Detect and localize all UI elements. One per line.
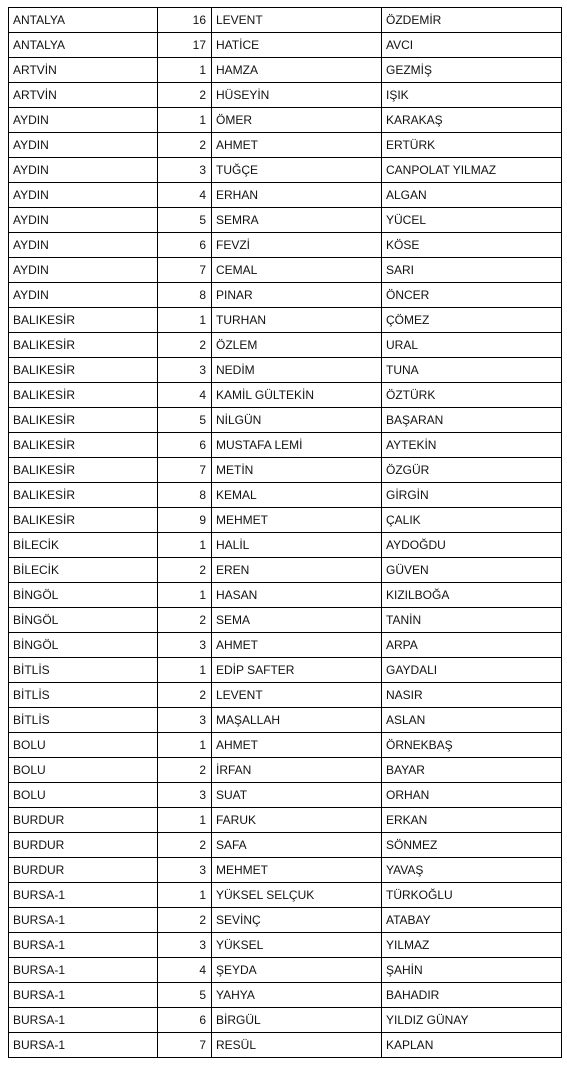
city-cell: BURSA-1	[9, 933, 158, 958]
list-number-cell: 5	[158, 408, 212, 433]
city-cell: BALIKESİR	[9, 408, 158, 433]
table-row	[9, 1008, 562, 1033]
table-row	[9, 783, 562, 808]
surname-cell: IŞIK	[382, 83, 562, 108]
surname-cell: CANPOLAT YILMAZ	[382, 158, 562, 183]
list-number-cell: 2	[158, 608, 212, 633]
city-cell: BİNGÖL	[9, 583, 158, 608]
city-cell: BURSA-1	[9, 1008, 158, 1033]
surname-cell: NASIR	[382, 683, 562, 708]
table-row	[9, 133, 562, 158]
list-number-cell: 7	[158, 258, 212, 283]
first-name-cell: MAŞALLAH	[212, 708, 382, 733]
first-name-cell: SEVİNÇ	[212, 908, 382, 933]
list-number-cell: 2	[158, 83, 212, 108]
list-number-cell: 17	[158, 33, 212, 58]
list-number-cell: 1	[158, 308, 212, 333]
list-number-cell: 9	[158, 508, 212, 533]
city-cell: BALIKESİR	[9, 508, 158, 533]
list-number-cell: 1	[158, 58, 212, 83]
city-cell: BALIKESİR	[9, 483, 158, 508]
city-cell: BİLECİK	[9, 533, 158, 558]
list-number-cell: 7	[158, 1033, 212, 1058]
surname-cell: YILDIZ GÜNAY	[382, 1008, 562, 1033]
first-name-cell: NEDİM	[212, 358, 382, 383]
city-cell: BALIKESİR	[9, 458, 158, 483]
first-name-cell: LEVENT	[212, 8, 382, 33]
city-cell: BURDUR	[9, 808, 158, 833]
first-name-cell: İRFAN	[212, 758, 382, 783]
city-cell: BURSA-1	[9, 958, 158, 983]
first-name-cell: AHMET	[212, 633, 382, 658]
table-row	[9, 408, 562, 433]
first-name-cell: SAFA	[212, 833, 382, 858]
table-row	[9, 108, 562, 133]
table-row	[9, 483, 562, 508]
list-number-cell: 2	[158, 333, 212, 358]
table-row	[9, 858, 562, 883]
list-number-cell: 6	[158, 1008, 212, 1033]
list-number-cell: 2	[158, 558, 212, 583]
city-cell: AYDIN	[9, 183, 158, 208]
list-number-cell: 6	[158, 433, 212, 458]
first-name-cell: AHMET	[212, 133, 382, 158]
list-number-cell: 2	[158, 833, 212, 858]
first-name-cell: METİN	[212, 458, 382, 483]
list-number-cell: 3	[158, 933, 212, 958]
city-cell: BURSA-1	[9, 883, 158, 908]
city-cell: AYDIN	[9, 283, 158, 308]
list-number-cell: 2	[158, 758, 212, 783]
table-row	[9, 208, 562, 233]
city-cell: AYDIN	[9, 233, 158, 258]
first-name-cell: FARUK	[212, 808, 382, 833]
surname-cell: TÜRKOĞLU	[382, 883, 562, 908]
table-row	[9, 283, 562, 308]
first-name-cell: HAMZA	[212, 58, 382, 83]
first-name-cell: SEMRA	[212, 208, 382, 233]
list-number-cell: 3	[158, 358, 212, 383]
city-cell: BURSA-1	[9, 908, 158, 933]
city-cell: AYDIN	[9, 158, 158, 183]
city-cell: BOLU	[9, 733, 158, 758]
list-number-cell: 8	[158, 483, 212, 508]
surname-cell: SARI	[382, 258, 562, 283]
list-number-cell: 6	[158, 233, 212, 258]
list-number-cell: 3	[158, 858, 212, 883]
surname-cell: ERKAN	[382, 808, 562, 833]
city-cell: ANTALYA	[9, 33, 158, 58]
first-name-cell: YÜKSEL	[212, 933, 382, 958]
city-cell: BALIKESİR	[9, 358, 158, 383]
surname-cell: TUNA	[382, 358, 562, 383]
list-number-cell: 3	[158, 158, 212, 183]
list-number-cell: 2	[158, 133, 212, 158]
surname-cell: URAL	[382, 333, 562, 358]
table-row	[9, 983, 562, 1008]
candidate-table	[8, 7, 562, 1058]
table-row	[9, 558, 562, 583]
table-row	[9, 33, 562, 58]
city-cell: AYDIN	[9, 258, 158, 283]
city-cell: BALIKESİR	[9, 383, 158, 408]
first-name-cell: HASAN	[212, 583, 382, 608]
first-name-cell: FEVZİ	[212, 233, 382, 258]
first-name-cell: MEHMET	[212, 508, 382, 533]
first-name-cell: PINAR	[212, 283, 382, 308]
list-number-cell: 8	[158, 283, 212, 308]
surname-cell: BAŞARAN	[382, 408, 562, 433]
first-name-cell: ERHAN	[212, 183, 382, 208]
surname-cell: ATABAY	[382, 908, 562, 933]
table-row	[9, 533, 562, 558]
list-number-cell: 3	[158, 633, 212, 658]
city-cell: BOLU	[9, 758, 158, 783]
list-number-cell: 2	[158, 683, 212, 708]
first-name-cell: ÖMER	[212, 108, 382, 133]
surname-cell: ŞAHİN	[382, 958, 562, 983]
surname-cell: KARAKAŞ	[382, 108, 562, 133]
city-cell: BİTLİS	[9, 683, 158, 708]
first-name-cell: RESÜL	[212, 1033, 382, 1058]
table-row	[9, 58, 562, 83]
table-row	[9, 733, 562, 758]
first-name-cell: SUAT	[212, 783, 382, 808]
city-cell: BİTLİS	[9, 708, 158, 733]
table-row	[9, 933, 562, 958]
city-cell: ARTVİN	[9, 58, 158, 83]
first-name-cell: ŞEYDA	[212, 958, 382, 983]
city-cell: BİNGÖL	[9, 633, 158, 658]
surname-cell: BAHADIR	[382, 983, 562, 1008]
first-name-cell: YAHYA	[212, 983, 382, 1008]
table-row	[9, 608, 562, 633]
surname-cell: GAYDALI	[382, 658, 562, 683]
city-cell: BURDUR	[9, 858, 158, 883]
list-number-cell: 7	[158, 458, 212, 483]
city-cell: BALIKESİR	[9, 308, 158, 333]
surname-cell: ÇÖMEZ	[382, 308, 562, 333]
city-cell: BALIKESİR	[9, 433, 158, 458]
table-row	[9, 583, 562, 608]
table-row	[9, 333, 562, 358]
city-cell: BOLU	[9, 783, 158, 808]
list-number-cell: 4	[158, 383, 212, 408]
surname-cell: ÖRNEKBAŞ	[382, 733, 562, 758]
table-row	[9, 758, 562, 783]
table-row	[9, 1033, 562, 1058]
surname-cell: YÜCEL	[382, 208, 562, 233]
first-name-cell: ÖZLEM	[212, 333, 382, 358]
first-name-cell: HATİCE	[212, 33, 382, 58]
surname-cell: ARPA	[382, 633, 562, 658]
table-row	[9, 883, 562, 908]
table-row	[9, 233, 562, 258]
first-name-cell: HALİL	[212, 533, 382, 558]
surname-cell: GÜVEN	[382, 558, 562, 583]
table-row	[9, 83, 562, 108]
first-name-cell: EDİP SAFTER	[212, 658, 382, 683]
table-row	[9, 508, 562, 533]
surname-cell: TANİN	[382, 608, 562, 633]
table-row	[9, 308, 562, 333]
first-name-cell: HÜSEYİN	[212, 83, 382, 108]
first-name-cell: MEHMET	[212, 858, 382, 883]
city-cell: ARTVİN	[9, 83, 158, 108]
table-row	[9, 833, 562, 858]
list-number-cell: 1	[158, 583, 212, 608]
list-number-cell: 1	[158, 658, 212, 683]
surname-cell: YAVAŞ	[382, 858, 562, 883]
table-row	[9, 683, 562, 708]
table-row	[9, 658, 562, 683]
surname-cell: ÖNCER	[382, 283, 562, 308]
surname-cell: ERTÜRK	[382, 133, 562, 158]
city-cell: BURSA-1	[9, 1033, 158, 1058]
surname-cell: KAPLAN	[382, 1033, 562, 1058]
list-number-cell: 1	[158, 808, 212, 833]
candidate-table-sheet	[8, 7, 561, 1058]
city-cell: AYDIN	[9, 208, 158, 233]
table-row	[9, 708, 562, 733]
surname-cell: GEZMİŞ	[382, 58, 562, 83]
first-name-cell: TUĞÇE	[212, 158, 382, 183]
first-name-cell: LEVENT	[212, 683, 382, 708]
city-cell: BURDUR	[9, 833, 158, 858]
table-row	[9, 383, 562, 408]
first-name-cell: NİLGÜN	[212, 408, 382, 433]
list-number-cell: 5	[158, 983, 212, 1008]
city-cell: BALIKESİR	[9, 333, 158, 358]
first-name-cell: EREN	[212, 558, 382, 583]
table-row	[9, 808, 562, 833]
first-name-cell: CEMAL	[212, 258, 382, 283]
table-row	[9, 433, 562, 458]
first-name-cell: YÜKSEL SELÇUK	[212, 883, 382, 908]
table-row	[9, 633, 562, 658]
first-name-cell: KAMİL GÜLTEKİN	[212, 383, 382, 408]
table-row	[9, 458, 562, 483]
table-row	[9, 908, 562, 933]
surname-cell: ÖZTÜRK	[382, 383, 562, 408]
list-number-cell: 1	[158, 733, 212, 758]
surname-cell: ÖZGÜR	[382, 458, 562, 483]
surname-cell: ASLAN	[382, 708, 562, 733]
list-number-cell: 2	[158, 908, 212, 933]
city-cell: ANTALYA	[9, 8, 158, 33]
surname-cell: KIZILBOĞA	[382, 583, 562, 608]
first-name-cell: BİRGÜL	[212, 1008, 382, 1033]
first-name-cell: AHMET	[212, 733, 382, 758]
table-row	[9, 258, 562, 283]
list-number-cell: 4	[158, 958, 212, 983]
surname-cell: ÖZDEMİR	[382, 8, 562, 33]
list-number-cell: 1	[158, 108, 212, 133]
list-number-cell: 1	[158, 533, 212, 558]
first-name-cell: TURHAN	[212, 308, 382, 333]
list-number-cell: 1	[158, 883, 212, 908]
list-number-cell: 5	[158, 208, 212, 233]
list-number-cell: 3	[158, 783, 212, 808]
city-cell: AYDIN	[9, 133, 158, 158]
table-row	[9, 958, 562, 983]
surname-cell: AVCI	[382, 33, 562, 58]
city-cell: BİLECİK	[9, 558, 158, 583]
first-name-cell: MUSTAFA LEMİ	[212, 433, 382, 458]
surname-cell: KÖSE	[382, 233, 562, 258]
table-row	[9, 183, 562, 208]
first-name-cell: KEMAL	[212, 483, 382, 508]
surname-cell: ÇALIK	[382, 508, 562, 533]
table-body	[9, 8, 562, 1058]
list-number-cell: 3	[158, 708, 212, 733]
city-cell: BİTLİS	[9, 658, 158, 683]
table-row	[9, 358, 562, 383]
surname-cell: BAYAR	[382, 758, 562, 783]
list-number-cell: 16	[158, 8, 212, 33]
surname-cell: ORHAN	[382, 783, 562, 808]
surname-cell: ALGAN	[382, 183, 562, 208]
city-cell: BURSA-1	[9, 983, 158, 1008]
surname-cell: SÖNMEZ	[382, 833, 562, 858]
surname-cell: GİRGİN	[382, 483, 562, 508]
surname-cell: YILMAZ	[382, 933, 562, 958]
table-row	[9, 8, 562, 33]
list-number-cell: 4	[158, 183, 212, 208]
surname-cell: AYDOĞDU	[382, 533, 562, 558]
surname-cell: AYTEKİN	[382, 433, 562, 458]
table-row	[9, 158, 562, 183]
city-cell: BİNGÖL	[9, 608, 158, 633]
city-cell: AYDIN	[9, 108, 158, 133]
first-name-cell: SEMA	[212, 608, 382, 633]
